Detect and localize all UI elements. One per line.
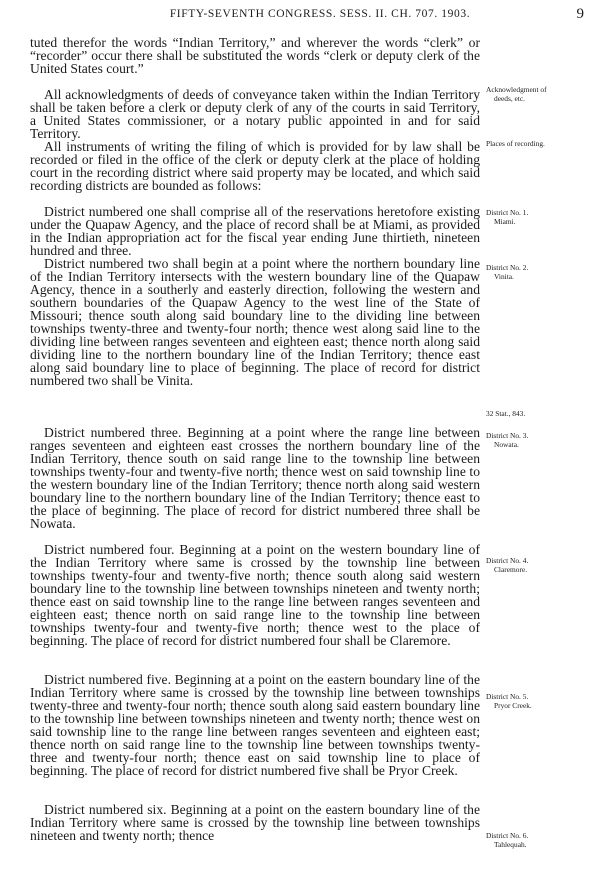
paragraph-district-1: District numbered one shall comprise all of the reservations heretofore existing under the Quapaw Agency, and the place of record shall be at Miami, as provided in the Indian appropriation act for the fiscal year ending June thirtieth, nineteen hundred and three.: [30, 204, 480, 258]
paragraph-district-6: District numbered six. Beginning at a point on the eastern boundary line of the Indian Territory where same is crossed by the township line between townships nineteen and twenty north; thence: [30, 802, 480, 843]
side-note-district-2: District No. 2. Vinita.: [486, 263, 529, 281]
side-note-places-of-recording: Places of recording.: [486, 139, 545, 148]
body-text: [30, 36, 480, 842]
page-number: 9: [576, 6, 584, 22]
running-header: [0, 6, 600, 26]
paragraph-district-5: District numbered five. Beginning at a point on the eastern boundary line of the Indian Territory where same is crossed by the township line between townships twenty-three and twenty-four north; thence south along said eastern boundary line to the township line between townships nineteen and twenty north; thence west on said township line to the range line between ranges seventeen and eighteen east; thence north on said range line to the township line between townships twenty-three and twenty-four north; thence east on said township line to place of beginning. The place of record for district numbered five shall be Pryor Creek.: [30, 672, 480, 778]
paragraph-district-4: District numbered four. Beginning at a point on the western boundary line of the Indian Territory where same is crossed by the township line between townships twenty-four and twenty-five north; thence south along said western boundary line to the township line between townships nineteen and twenty north; thence east on said township line to the range line between ranges seventeen and eighteen east; thence north on said range line to the township line between townships twenty-four and twenty-five north; thence west to the place of beginning. The place of record for district numbered four shall be Claremore.: [30, 542, 480, 648]
side-note-district-4: District No. 4. Claremore.: [486, 556, 529, 574]
side-note-district-5: District No. 5. Pryor Creek.: [486, 692, 532, 710]
paragraph-1: tuted therefor the words “Indian Territory,” and wherever the words “clerk” or “recorder” occur there shall be substituted the words “clerk or deputy clerk of the United States court.”: [30, 35, 480, 76]
running-title: FIFTY-SEVENTH CONGRESS. SESS. II. CH. 707. 1903.: [169, 8, 471, 20]
paragraph-acknowledgments: All acknowledgments of deeds of conveyance taken within the Indian Territory shall be taken before a clerk or deputy clerk of any of the courts in said Territory, a United States commissioner, or a notary public appointed in and for said Territory.: [30, 87, 480, 141]
side-note-statute-citation: 32 Stat., 843.: [486, 409, 526, 418]
side-note-district-1: District No. 1. Miami.: [486, 208, 529, 226]
paragraph-district-2: District numbered two shall begin at a point where the northern boundary line of the Indian Territory intersects with the western boundary line of the Quapaw Agency, thence in a southerly and easterly direction, following the western and southern boundaries of the Quapaw Agency to the west line of the State of Missouri; thence south along said boundary line to the dividing line between townships twenty-three and twenty-four north; thence west along said line to the dividing line between ranges seventeen and eighteen east; thence north along said dividing line to the northern boundary line of the Indian Territory; thence east along said boundary line to place of beginning. The place of record for district numbered two shall be Vinita.: [30, 256, 480, 388]
paragraph-recording: All instruments of writing the filing of which is provided for by law shall be recorded or filed in the office of the clerk or deputy clerk at the place of holding court in the recording district where said property may be located, and which said recording districts are bounded as follows:: [30, 139, 480, 193]
side-note-district-3: District No. 3. Nowata.: [486, 431, 529, 449]
side-note-acknowledgment: Acknowledgment of deeds, etc.: [486, 85, 547, 103]
paragraph-district-3: District numbered three. Beginning at a point where the range line between ranges seventeen and eighteen east crosses the northern boundary line of the Indian Territory, thence south on said range line to the township line between townships twenty-four and twenty-five north; thence west on said township line to the western boundary line of the Indian Territory; thence north along said western boundary line to the northern boundary line of the Indian Territory; thence east to the place of beginning. The place of record for district numbered three shall be Nowata.: [30, 425, 480, 531]
side-note-district-6: District No. 6. Tahlequah.: [486, 831, 529, 849]
